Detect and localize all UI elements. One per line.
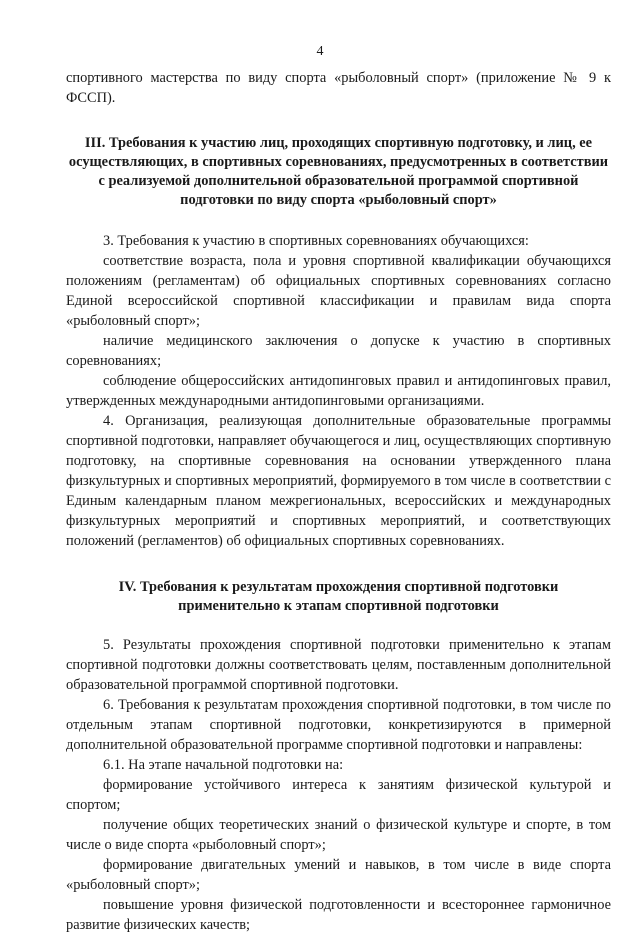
paragraph-6-1: 6.1. На этапе начальной подготовки на: xyxy=(103,757,344,773)
paragraph-3-item-age: соответствие возраста, пола и уровня спортивной квалификации обучающихся положениям (регламентам) об официальных спортивных соревнованиях согласно Единой всероссийской спортивной классификации и правилам вида спорта «рыболовный спорт»; xyxy=(66,253,611,329)
paragraph-3-item-antidoping: соблюдение общероссийских антидопинговых правил и антидопинговых правил, утвержденных международными антидопинговыми организациями. xyxy=(66,373,611,409)
page-number: 4 xyxy=(316,44,324,59)
section-4-heading: IV. Требования к результатам прохождения спортивной подготовки применительно к этапам спортивной подготовки xyxy=(118,579,559,614)
paragraph-3: 3. Требования к участию в спортивных соревнованиях обучающихся: xyxy=(103,233,529,249)
paragraph-6-1-item-skills: формирование двигательных умений и навыков, в том числе в виде спорта «рыболовный спорт»; xyxy=(66,857,611,893)
paragraph-6-1-item-interest: формирование устойчивого интереса к занятиям физической культурой и спортом; xyxy=(66,777,611,813)
paragraph-6: 6. Требования к результатам прохождения спортивной подготовки, в том числе по отдельным этапам спортивной подготовки, конкретизируются в примерной дополнительной образовательной программе спортивной подготовки и направлены: xyxy=(66,697,611,753)
document-body xyxy=(66,68,611,935)
paragraph-6-1-item-fitness: повышение уровня физической подготовленности и всестороннее гармоничное развитие физических качеств; xyxy=(66,897,611,933)
paragraph-4: 4. Организация, реализующая дополнительные образовательные программы спортивной подготовки, направляет обучающегося и лиц, осуществляющих спортивную подготовку, на спортивные соревнования на основании утвержденного плана физкультурных и спортивных мероприятий, формируемого в том числе в соответствии с Единым календарным планом межрегиональных, всероссийских и международных физкультурных мероприятий и спортивных мероприятий, и соответствующих положений (регламентов) об официальных спортивных соревнованиях. xyxy=(66,413,611,549)
section-3-heading: III. Требования к участию лиц, проходящих спортивную подготовку, и лиц, ее осуществляющих, в спортивных соревнованиях, предусмотренных в соответствии с реализуемой дополнительной образовательной программой спортивной подготовки по виду спорта «рыболовный спорт» xyxy=(68,135,609,208)
paragraph-3-item-medical: наличие медицинского заключения о допуске к участию в спортивных соревнованиях; xyxy=(66,333,611,369)
intro-continuation: спортивного мастерства по виду спорта «рыболовный спорт» (приложение № 9 к ФССП). xyxy=(66,70,611,106)
paragraph-5: 5. Результаты прохождения спортивной подготовки применительно к этапам спортивной подготовки должны соответствовать целям, поставленным дополнительной образовательной программой спортивной подготовки. xyxy=(66,637,611,693)
paragraph-6-1-item-knowledge: получение общих теоретических знаний о физической культуре и спорте, в том числе о виде спорта «рыболовный спорт»; xyxy=(66,817,611,853)
